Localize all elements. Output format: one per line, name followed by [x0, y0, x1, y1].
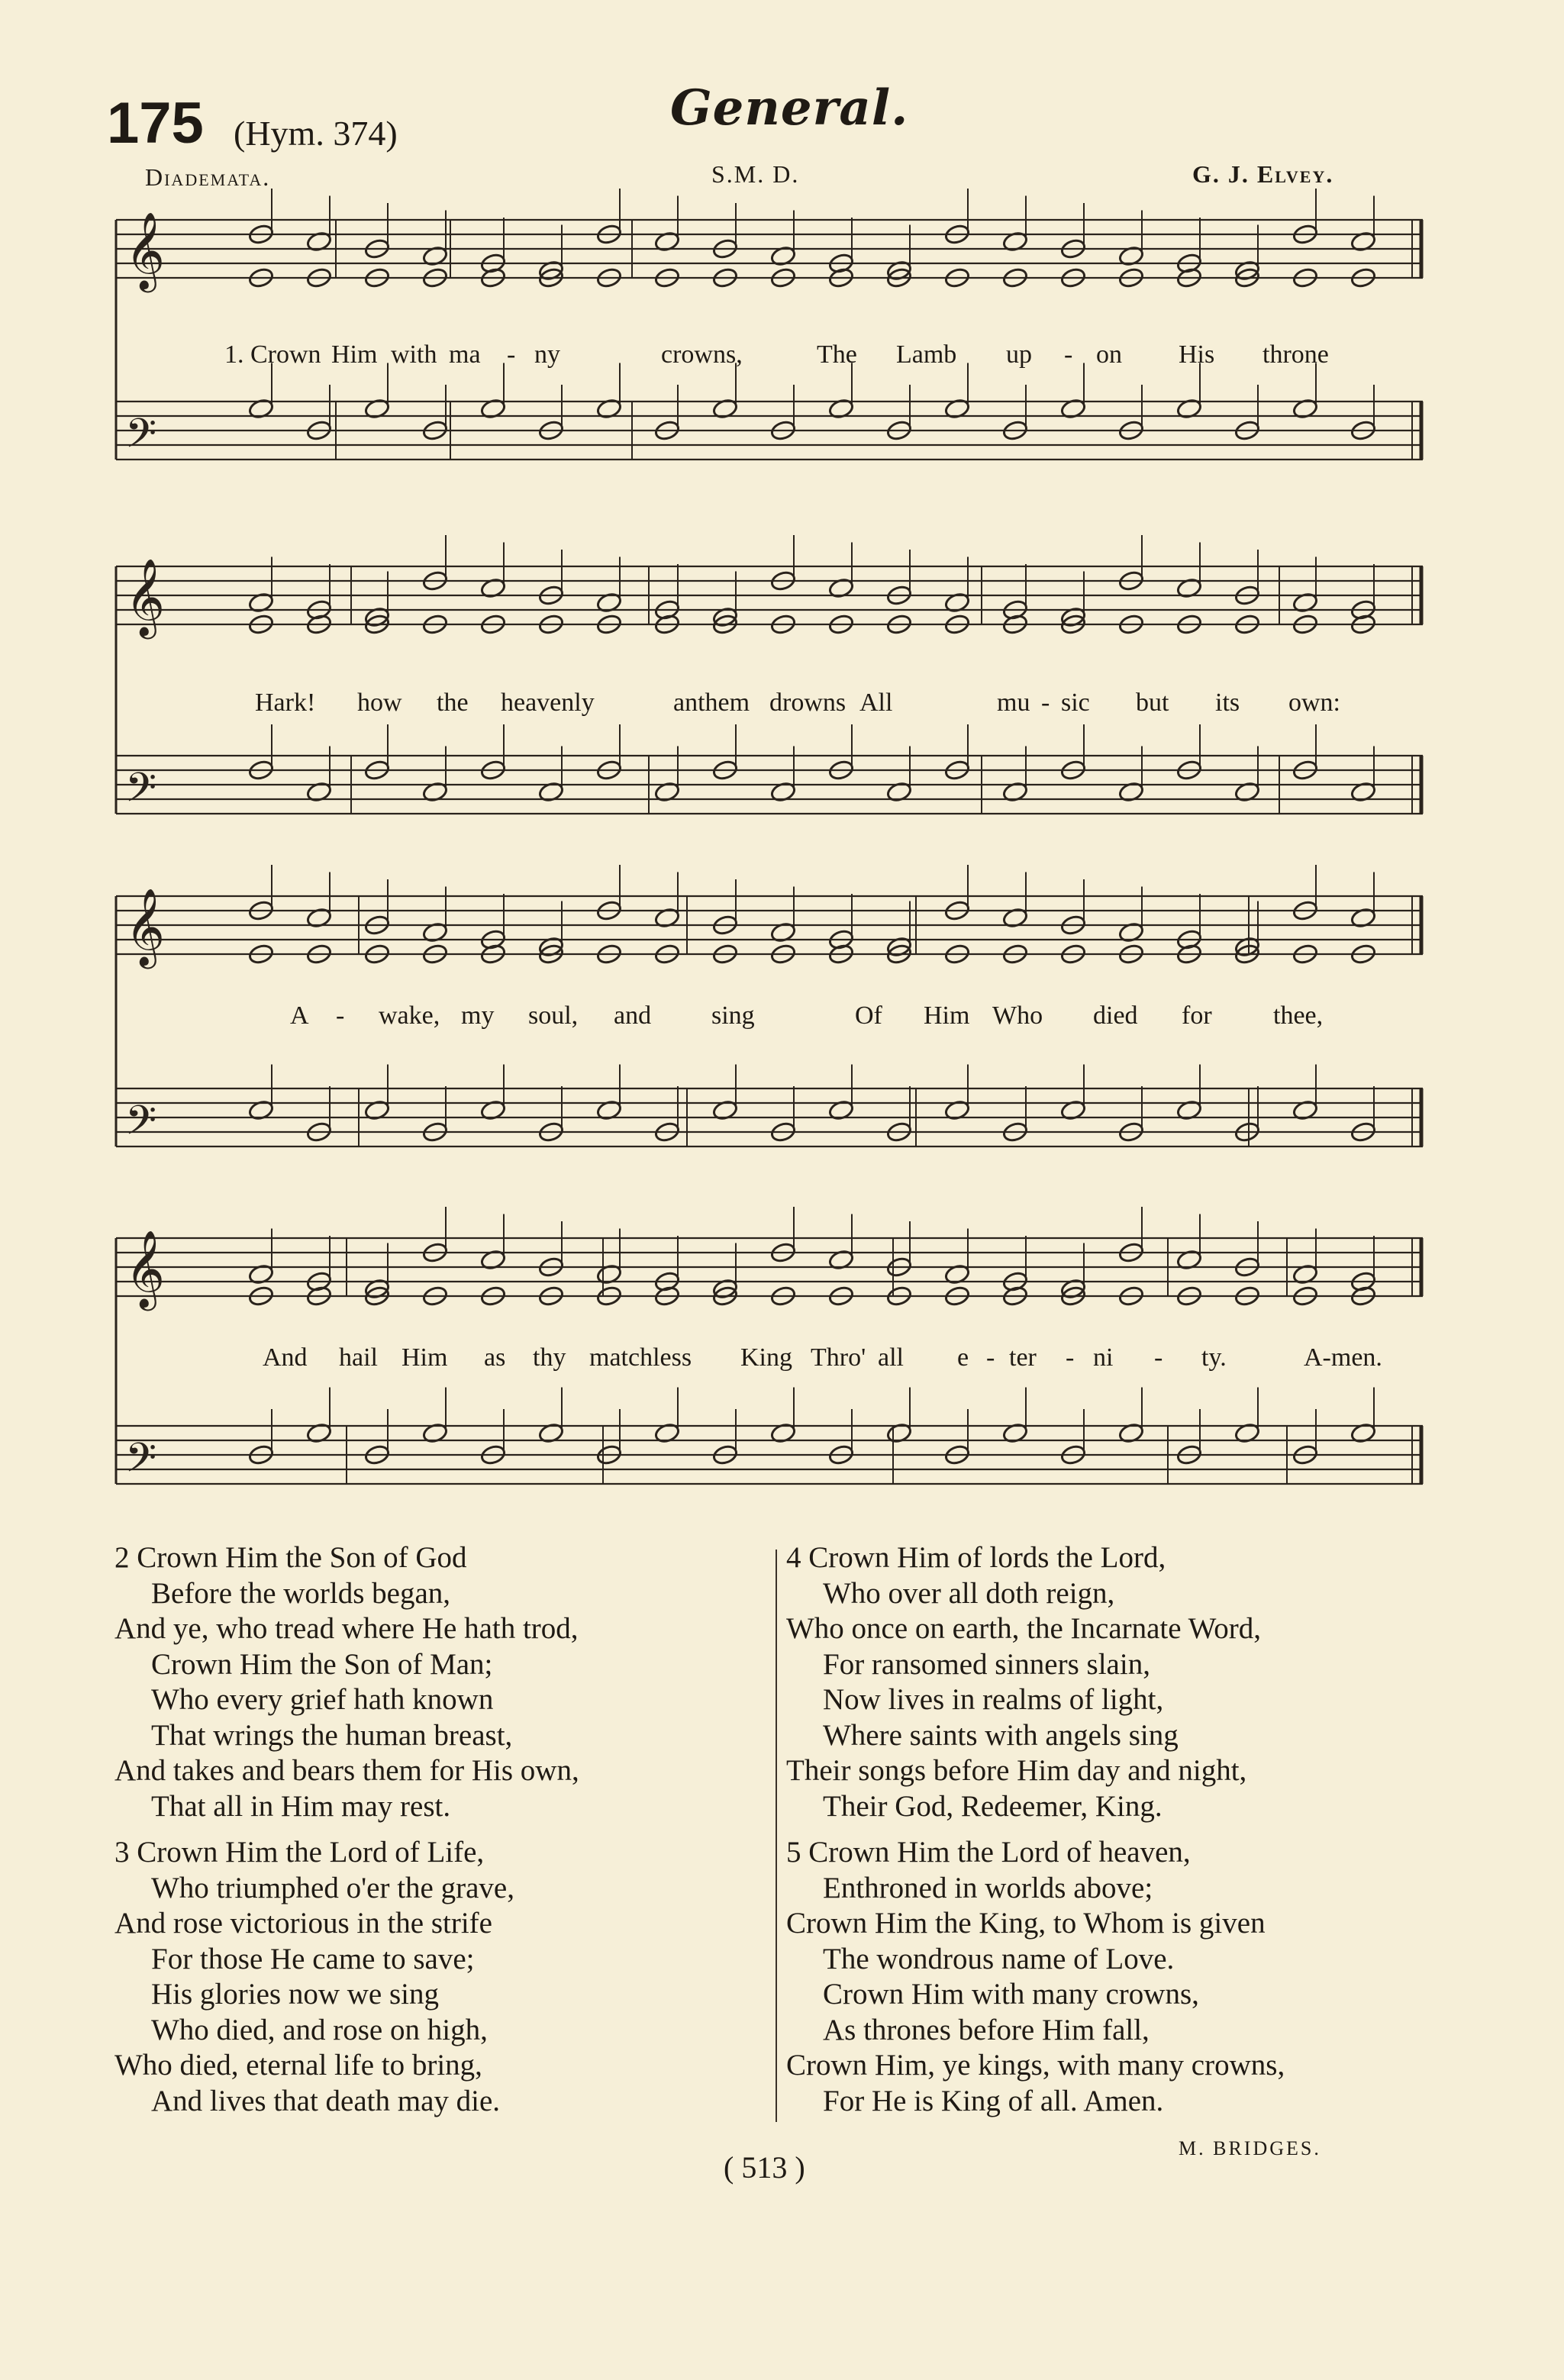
verses-left-column: [114, 1540, 579, 2130]
lyric-syllable: Him: [331, 340, 378, 369]
lyric-syllable: Him: [924, 1001, 970, 1030]
verse-line: Crown Him the King, to Whom is given: [786, 1907, 1266, 1940]
verse-line: That wrings the human breast,: [151, 1718, 513, 1752]
verse-line: Crown Him with many crowns,: [823, 1978, 1199, 2011]
verse-3: [114, 1835, 579, 2119]
verse-line: [114, 1540, 579, 1576]
verse-line: Who died, and rose on high,: [151, 2013, 488, 2046]
composer: G. J. Elvey.: [1192, 160, 1334, 188]
verse-number: 4: [786, 1541, 801, 1574]
section-title: General.: [670, 79, 909, 137]
lyric-syllable: for: [1182, 1001, 1212, 1030]
lyric-syllable: Hark!: [255, 689, 316, 717]
author-credit: M. BRIDGES.: [1179, 2137, 1321, 2159]
verse-line: For He is King of all. Amen.: [823, 2084, 1164, 2117]
verse-number: 2: [114, 1541, 130, 1574]
verse-line: Now lives in realms of light,: [823, 1683, 1164, 1716]
verse-line: Their songs before Him day and night,: [786, 1754, 1247, 1787]
verse-line: For those He came to save;: [151, 1942, 475, 1975]
lyric-syllable: King: [740, 1343, 792, 1372]
lyric-syllable: -: [336, 1001, 345, 1030]
lyric-syllable: ty.: [1201, 1343, 1227, 1372]
lyric-syllable: up: [1006, 340, 1032, 369]
lyric-syllable: wake,: [379, 1001, 440, 1030]
lyric-syllable: -: [986, 1343, 995, 1372]
verse-2: [114, 1540, 579, 1824]
lyric-syllable: thee,: [1273, 1001, 1324, 1030]
lyric-syllable: ni: [1093, 1343, 1114, 1372]
lyric-syllable: drowns: [769, 689, 846, 717]
lyric-syllable: own:: [1288, 689, 1340, 717]
lyric-syllable: heavenly: [501, 689, 595, 717]
lyric-syllable: ma: [449, 340, 481, 369]
lyric-syllable: but: [1136, 689, 1169, 717]
verse-line: Before the worlds began,: [151, 1576, 451, 1610]
verse-line: [114, 1835, 579, 1871]
lyric-syllable: and: [614, 1001, 652, 1030]
lyric-syllable: Him: [401, 1343, 448, 1372]
verse-line: For ransomed sinners slain,: [823, 1647, 1150, 1681]
verse-5: [786, 1835, 1285, 2119]
lyric-syllable: The: [817, 340, 857, 369]
lyric-syllable: A-men.: [1304, 1343, 1382, 1372]
verse-line: Who over all doth reign,: [823, 1576, 1115, 1610]
lyric-syllable: its: [1215, 689, 1240, 717]
lyric-syllable: on: [1096, 340, 1122, 369]
lyric-syllable: Lamb: [896, 340, 957, 369]
lyric-syllable: A: [290, 1001, 309, 1030]
verse-line: Crown Him the Son of Man;: [151, 1647, 493, 1681]
treble-clef-icon: 𝄞: [125, 557, 166, 636]
lyric-syllable: all: [878, 1343, 904, 1372]
verse-number: 3: [114, 1836, 130, 1869]
verse-line-text: Crown Him the Son of God: [137, 1541, 467, 1574]
meter: S.M. D.: [711, 160, 800, 188]
verse-line: And rose victorious in the strife: [114, 1907, 492, 1940]
lyric-syllable: crowns,: [661, 340, 743, 369]
verse-line: Who once on earth, the Incarnate Word,: [786, 1612, 1262, 1645]
verse-line: Their God, Redeemer, King.: [823, 1789, 1163, 1823]
bass-clef-icon: 𝄢: [125, 411, 157, 467]
verse-line-text: Crown Him the Lord of Life,: [137, 1836, 485, 1869]
verse-line: Enthroned in worlds above;: [823, 1871, 1153, 1904]
lyric-syllable: hail: [339, 1343, 378, 1372]
verse-line: His glories now we sing: [151, 1978, 439, 2011]
verse-number: 5: [786, 1836, 801, 1869]
column-divider: [776, 1550, 777, 2122]
lyric-syllable: His: [1179, 340, 1215, 369]
verse-line: [786, 1835, 1285, 1871]
lyric-syllable: matchless: [589, 1343, 692, 1372]
bass-clef-icon: 𝄢: [125, 1098, 157, 1154]
lyric-syllable: my: [461, 1001, 495, 1030]
lyric-syllable: how: [357, 689, 402, 717]
lyric-syllable: -: [1066, 1343, 1075, 1372]
verse-line: And lives that death may die.: [151, 2084, 501, 2117]
lyric-syllable: throne: [1262, 340, 1329, 369]
lyric-syllable: 1. Crown: [224, 340, 321, 369]
verse-line: Who died, eternal life to bring,: [114, 2049, 482, 2082]
verse-line: Who every grief hath known: [151, 1683, 494, 1716]
lyric-syllable: -: [1064, 340, 1073, 369]
lyric-syllable: e: [957, 1343, 969, 1372]
lyric-syllable: Of: [855, 1001, 882, 1030]
lyric-syllable: with: [391, 340, 437, 369]
lyric-syllable: soul,: [528, 1001, 579, 1030]
treble-clef-icon: 𝄞: [125, 211, 166, 289]
verse-line: Where saints with angels sing: [823, 1718, 1179, 1752]
lyric-syllable: the: [437, 689, 469, 717]
treble-clef-icon: 𝄞: [125, 887, 166, 966]
verse-line-text: Crown Him of lords the Lord,: [808, 1541, 1166, 1574]
lyric-syllable: All: [859, 689, 893, 717]
lyric-syllable: ter: [1009, 1343, 1037, 1372]
hymn-number: 175: [107, 91, 204, 156]
treble-clef-icon: 𝄞: [125, 1229, 166, 1308]
verse-line: As thrones before Him fall,: [823, 2013, 1150, 2046]
bass-clef-icon: 𝄢: [125, 1435, 157, 1492]
verse-4: [786, 1540, 1285, 1824]
verse-line: The wondrous name of Love.: [823, 1942, 1175, 1975]
bass-clef-icon: 𝄢: [125, 765, 157, 821]
lyric-syllable: Who: [992, 1001, 1043, 1030]
lyric-syllable: anthem: [673, 689, 750, 717]
lyric-syllable: Thro': [811, 1343, 866, 1372]
lyric-syllable: thy: [533, 1343, 566, 1372]
lyric-syllable: ny: [534, 340, 560, 369]
lyric-syllable: -: [1041, 689, 1050, 717]
tune-name: Diademata.: [145, 163, 271, 191]
lyric-syllable: as: [484, 1343, 506, 1372]
page-number: ( 513 ): [724, 2150, 805, 2185]
verse-line: Crown Him, ye kings, with many crowns,: [786, 2049, 1285, 2082]
verse-line: That all in Him may rest.: [151, 1789, 451, 1823]
lyric-syllable: mu: [997, 689, 1030, 717]
hymn-reference: (Hym. 374): [234, 114, 398, 153]
verse-line: [786, 1540, 1285, 1576]
verse-line: Who triumphed o'er the grave,: [151, 1871, 514, 1904]
lyric-syllable: -: [507, 340, 516, 369]
lyric-syllable: -: [1154, 1343, 1163, 1372]
verses-right-column: [786, 1540, 1285, 2130]
lyric-syllable: sic: [1061, 689, 1090, 717]
verse-line: And ye, who tread where He hath trod,: [114, 1612, 579, 1645]
verse-line: And takes and bears them for His own,: [114, 1754, 579, 1787]
lyric-syllable: And: [263, 1343, 308, 1372]
verse-line-text: Crown Him the Lord of heaven,: [808, 1836, 1191, 1869]
lyric-syllable: died: [1093, 1001, 1138, 1030]
lyric-syllable: sing: [711, 1001, 755, 1030]
